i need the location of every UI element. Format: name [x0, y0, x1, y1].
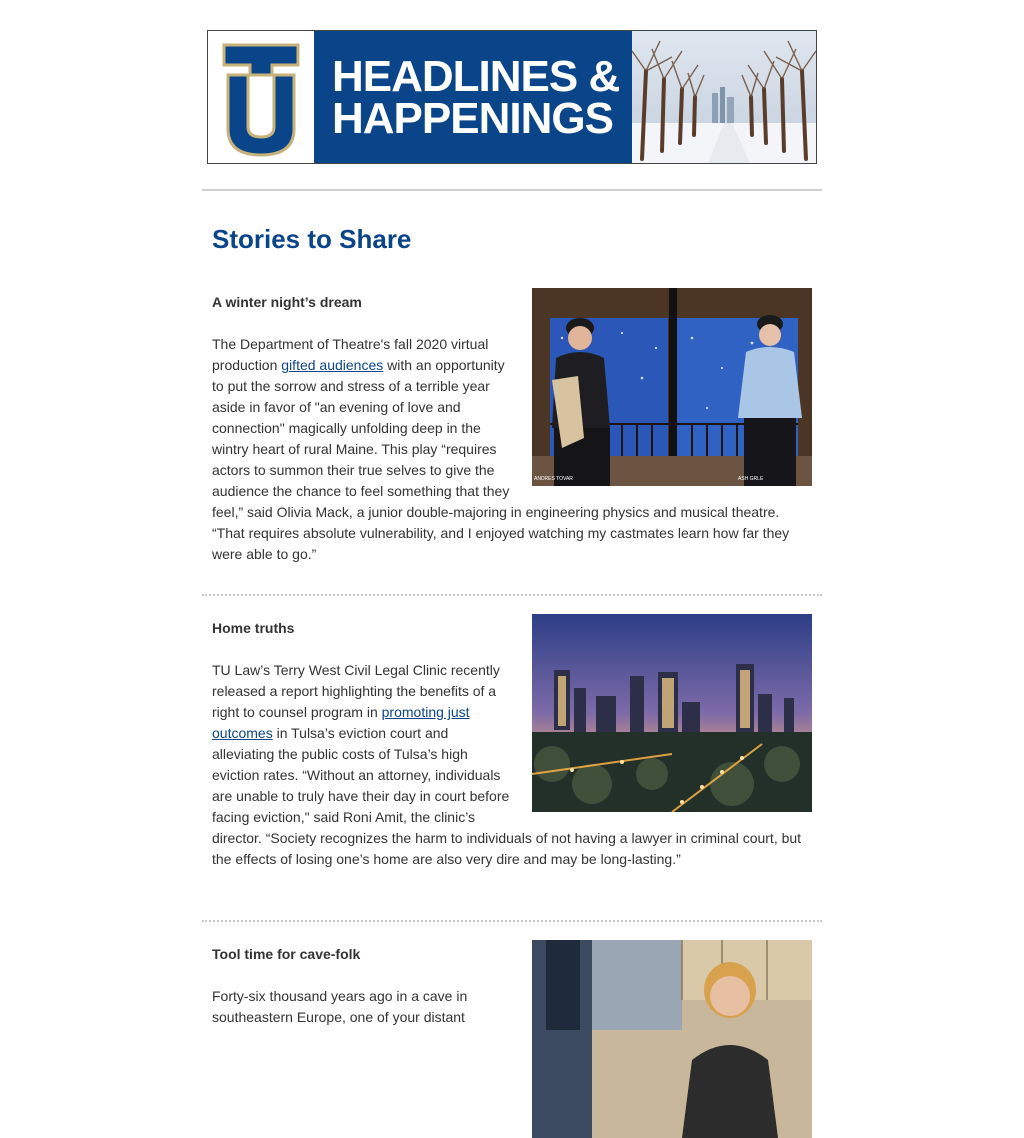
story-text: with an opportunity to put the sorrow and stress of a terrible year aside in favor of "an evening of love and connection" magically unfolding deep in the wintry heart of rural Maine. This play “requires actors to summon their true selves to give the audience the chance to feel something that they feel,” said Olivia Mack, a junior double-majoring in engineering physics and musical theatre. “That requires absolute vulnerability, and I enjoyed watching my castmates learn how far they were able to go.”: [212, 357, 790, 562]
story-title: A winter night’s dream: [212, 294, 362, 310]
story-divider: [202, 920, 822, 922]
svg-text:TU: TU: [260, 111, 262, 112]
story-link-gifted-audiences[interactable]: gifted audiences: [281, 357, 384, 373]
banner-title-line2: HAPPENINGS: [332, 94, 613, 143]
story-photo-tulsa-skyline: [532, 614, 812, 812]
banner-title-line1: HEADLINES &: [332, 52, 620, 101]
photo-caption-right: ASH GRLE: [738, 476, 764, 482]
banner-title: [314, 31, 632, 163]
story-title: Tool time for cave-folk: [212, 946, 361, 962]
story-item: [212, 944, 812, 1138]
section-heading: Stories to Share: [212, 224, 412, 254]
story-title: Home truths: [212, 620, 295, 636]
story-divider: [202, 594, 822, 596]
header-banner: [207, 30, 817, 164]
story-item: [212, 618, 812, 870]
tu-logo-icon: [208, 31, 314, 163]
story-photo-lab: [532, 940, 812, 1138]
story-text: in Tulsa’s eviction court and alleviating the public costs of Tulsa’s high eviction rates. “Without an attorney, individuals are unable to truly have their day in court before facing eviction," said Roni Amit, the clinic’s director. “Society recognizes the harm to individuals of not having a lawyer in criminal court, but the effects of losing one’s home are also very dire and may be long-lasting.”: [212, 725, 802, 867]
story-text: The Department of Theatre's fall 2020 virtual production: [212, 336, 489, 373]
header-divider: [202, 189, 822, 191]
story-text: Forty-six thousand years ago in a cave in southeastern Europe, one of your distant: [212, 988, 468, 1025]
story-photo-theatre: [532, 288, 812, 486]
story-link-promoting-just-outcomes[interactable]: promoting just outcomes: [212, 704, 470, 741]
story-item: [212, 292, 812, 565]
tu-logo: [208, 31, 314, 163]
story-text: TU Law’s Terry West Civil Legal Clinic recently released a report highlighting the benefits of a right to counsel program in: [212, 662, 500, 720]
banner-winter-photo: [632, 31, 816, 163]
photo-caption-left: ANDRES TOVAR: [534, 476, 573, 482]
